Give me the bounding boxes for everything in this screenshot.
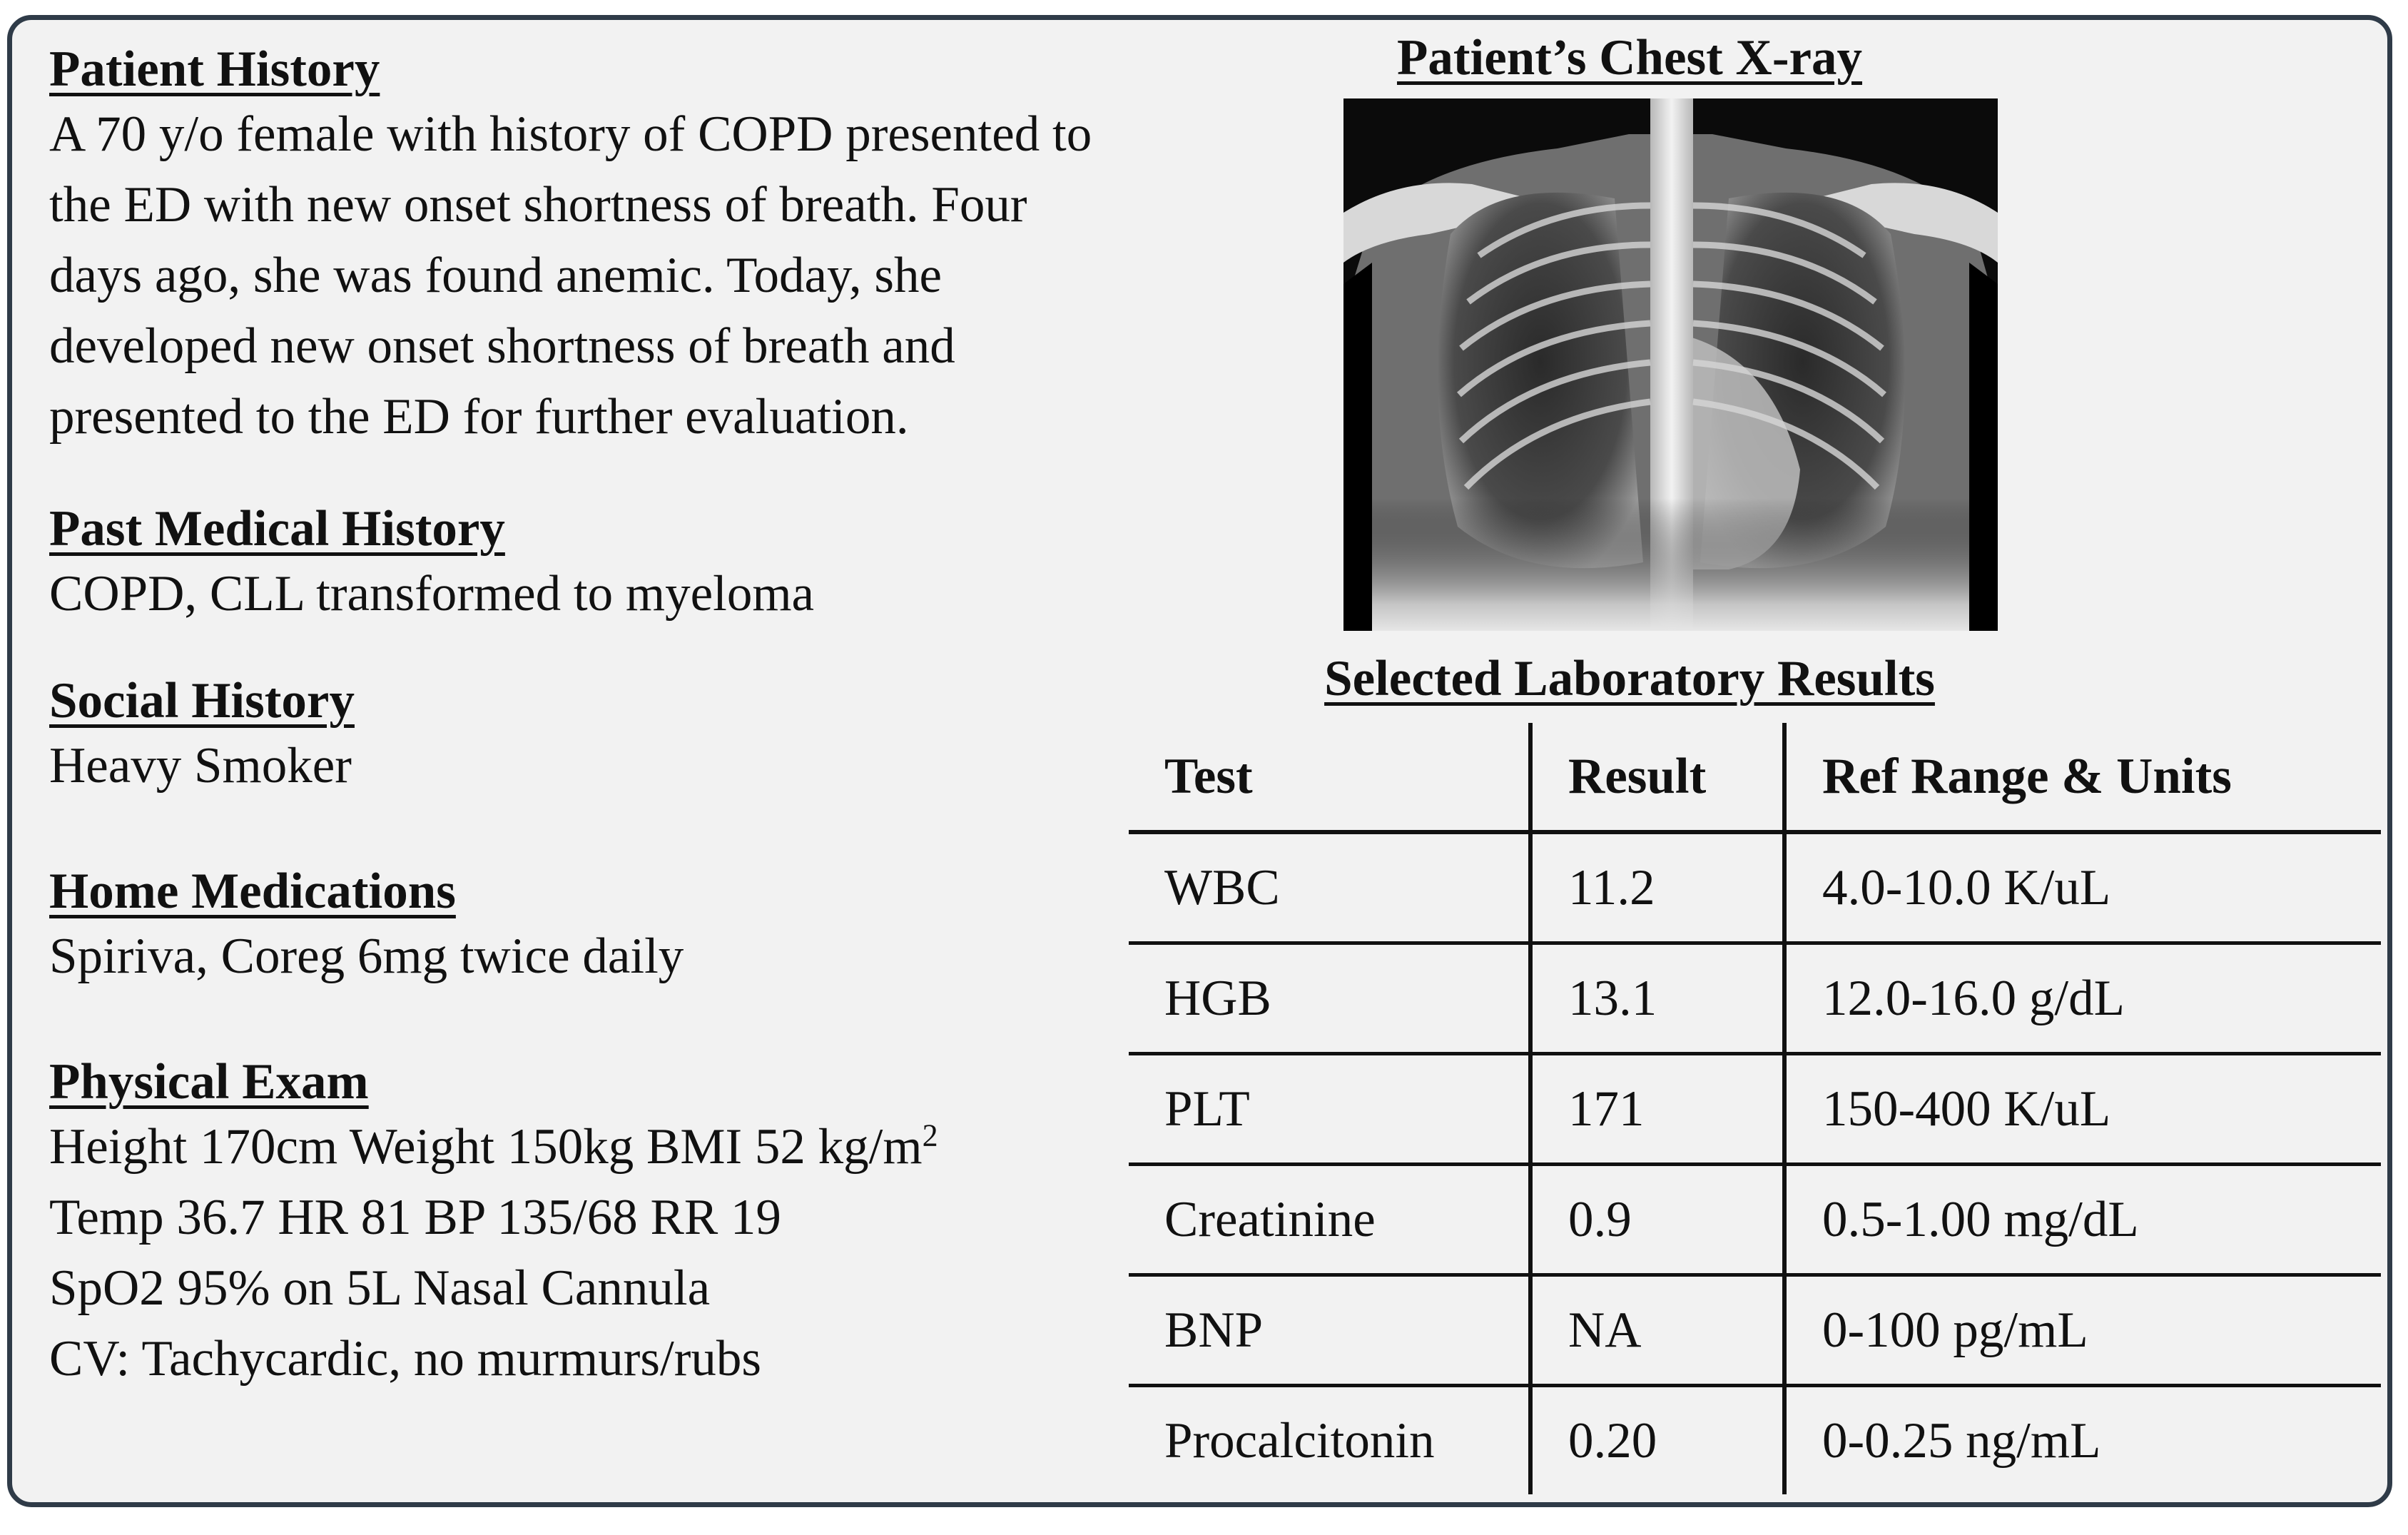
- social-history-section: [49, 673, 355, 801]
- test-result: 11.2: [1530, 832, 1784, 943]
- test-name: HGB: [1129, 943, 1530, 1054]
- chest-xray-image: [1343, 98, 1998, 631]
- table-row: [1129, 1054, 2381, 1165]
- table-row: [1129, 943, 2381, 1054]
- test-name: PLT: [1129, 1054, 1530, 1165]
- test-name: Procalcitonin: [1164, 1412, 1435, 1469]
- patient-history-line: the ED with new onset shortness of breath. Four: [49, 177, 1027, 233]
- table-row: [1129, 1275, 2381, 1386]
- test-result: 0.9: [1530, 1165, 1784, 1275]
- table-row: [1129, 1165, 2381, 1275]
- table-row: [1129, 1386, 2381, 1495]
- test-ref-range: 150-400 K/uL: [1784, 1054, 2381, 1165]
- home-medications-text: Spiriva, Coreg 6mg twice daily: [49, 928, 684, 984]
- social-history-text: Heavy Smoker: [49, 738, 352, 794]
- physical-exam-measurements-text: Height 170cm Weight 150kg BMI 52 kg/m: [49, 1119, 923, 1175]
- physical-exam-oxygen: SpO2 95% on 5L Nasal Cannula: [49, 1260, 711, 1316]
- physical-exam-heading: Physical Exam: [49, 1054, 369, 1110]
- xray-title: Patient’s Chest X-ray: [1396, 30, 1862, 86]
- test-ref-range: 0.5-1.00 mg/dL: [1784, 1165, 2381, 1275]
- bmi-unit-exponent: 2: [922, 1118, 938, 1153]
- physical-exam-cardiovascular: CV: Tachycardic, no murmurs/rubs: [49, 1331, 762, 1387]
- patient-history-line: days ago, she was found anemic. Today, she: [49, 248, 943, 303]
- patient-history-heading: Patient History: [49, 41, 380, 97]
- physical-exam-measurements: [49, 1112, 938, 1182]
- patient-history-line: presented to the ED for further evaluation.: [49, 389, 909, 445]
- past-medical-history-heading: Past Medical History: [49, 501, 505, 557]
- test-ref-range: 0-100 pg/mL: [1784, 1275, 2381, 1386]
- header-result: Result: [1530, 723, 1784, 832]
- test-ref-range: 12.0-16.0 g/dL: [1784, 943, 2381, 1054]
- test-ref-range: 4.0-10.0 K/uL: [1784, 832, 2381, 943]
- test-result: 0.20: [1530, 1386, 1784, 1495]
- test-ref-range: 0-0.25 ng/mL: [1784, 1386, 2381, 1495]
- table-row: [1129, 832, 2381, 943]
- patient-history-section: [49, 41, 1092, 452]
- home-medications-section: [49, 863, 684, 992]
- physical-exam-vitals: Temp 36.7 HR 81 BP 135/68 RR 19: [49, 1190, 781, 1245]
- test-name: WBC: [1129, 832, 1530, 943]
- home-medications-heading: Home Medications: [49, 863, 456, 919]
- past-medical-history-section: [49, 501, 815, 629]
- header-test: Test: [1129, 723, 1530, 832]
- test-name: Creatinine: [1129, 1165, 1530, 1275]
- test-result: 13.1: [1530, 943, 1784, 1054]
- test-name: BNP: [1129, 1275, 1530, 1386]
- physical-exam-section: [49, 1054, 938, 1394]
- patient-history-line: A 70 y/o female with history of COPD presented to: [49, 106, 1092, 162]
- lab-results-table: [1129, 723, 2381, 1494]
- past-medical-history-text: COPD, CLL transformed to myeloma: [49, 566, 815, 622]
- header-ref-range: Ref Range & Units: [1784, 723, 2381, 832]
- test-result: 171: [1530, 1054, 1784, 1165]
- chest-xray-illustration: [1343, 98, 1998, 631]
- lab-table-header: [1129, 723, 2381, 832]
- case-card: [7, 15, 2392, 1507]
- social-history-heading: Social History: [49, 673, 355, 729]
- patient-history-line: developed new onset shortness of breath and: [49, 318, 955, 374]
- test-result: NA: [1530, 1275, 1784, 1386]
- lab-results-title: Selected Laboratory Results: [1324, 651, 1935, 706]
